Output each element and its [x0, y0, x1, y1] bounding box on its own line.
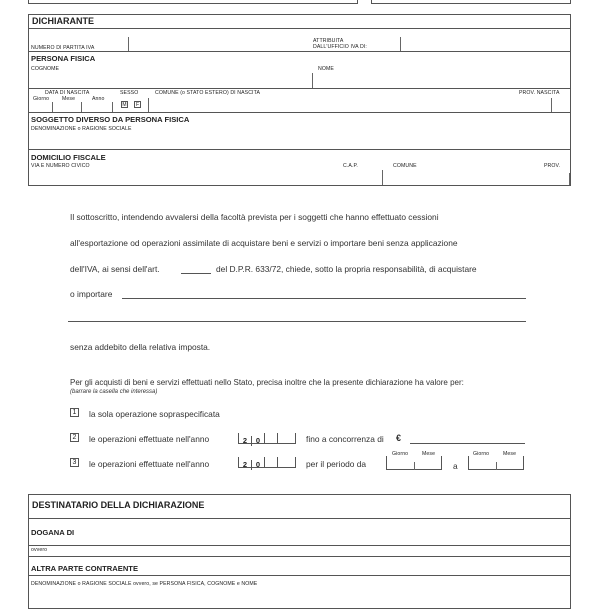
option-2-year-field[interactable]	[238, 433, 296, 444]
sesso-f-checkbox[interactable]: F	[135, 102, 140, 108]
comune-nascita-label: COMUNE (o STATO ESTERO) DI NASCITA	[155, 90, 261, 96]
to-mese-label: Mese	[503, 451, 517, 457]
attribuita-label-2: DALL'UFFICIO IVA DI:	[313, 44, 367, 50]
prov-nascita-field[interactable]	[552, 97, 569, 112]
giorno-label: Giorno	[33, 96, 50, 102]
option-3-checkbox[interactable]: 3	[70, 458, 79, 467]
via-field[interactable]	[31, 169, 331, 185]
ovvero-label: ovvero	[31, 547, 48, 553]
divider	[382, 170, 383, 185]
sesso-m-checkbox[interactable]: M	[122, 102, 127, 108]
sesso-label: SESSO	[120, 90, 139, 96]
body-line-4: o importare	[70, 289, 113, 299]
prov-nascita-label: PROV. NASCITA	[519, 90, 560, 96]
top-right-box-remnant	[371, 0, 571, 4]
attribuita-label: ATTRIBUITA	[313, 38, 344, 44]
dogana-label: DOGANA DI	[31, 528, 75, 537]
body-line-1: Il sottoscritto, intendendo avvalersi della facoltà prevista per i soggetti che hanno effettuato cessioni	[70, 212, 439, 222]
comune-nascita-field[interactable]	[150, 97, 550, 112]
divider	[28, 28, 571, 29]
nome-label: NOME	[318, 66, 334, 72]
mese-label: Mese	[62, 96, 76, 102]
cap-label: C.A.P.	[343, 163, 358, 169]
oggetto-field-line-2[interactable]	[68, 321, 526, 322]
comune-field[interactable]	[384, 169, 567, 185]
denominazione-label: DENOMINAZIONE o RAGIONE SOCIALE	[31, 126, 132, 132]
comune-label: COMUNE	[393, 163, 417, 169]
cognome-label: COGNOME	[31, 66, 60, 72]
option-3-period-text: per il periodo da	[306, 459, 367, 469]
data-nascita-field[interactable]	[31, 100, 111, 112]
option-2-checkbox[interactable]: 2	[70, 433, 79, 442]
denominazione-destinatario-label: DENOMINAZIONE o RAGIONE SOCIALE ovvero, se PERSONA FISICA, COGNOME e NOME	[31, 581, 258, 587]
ufficio-iva-field[interactable]	[401, 37, 569, 51]
divider	[28, 545, 571, 546]
denominazione-field[interactable]	[31, 132, 569, 149]
barrare-note: (barrare la casella che interessa)	[70, 389, 158, 395]
partita-iva-field[interactable]	[129, 37, 284, 51]
destinatario-title: DESTINATARIO DELLA DICHIARAZIONE	[32, 500, 205, 510]
divider	[112, 102, 113, 112]
euro-icon: €	[396, 433, 402, 443]
divider	[28, 518, 571, 519]
per-gli-acquisti: Per gli acquisti di beni e servizi effettuati nello Stato, precisa inoltre che la presente dichiarazione ha valore per:	[70, 378, 464, 387]
option-3-year-digit-2: 0	[251, 460, 264, 470]
divider	[28, 88, 571, 89]
option-1-text: la sola operazione sopraspecificata	[89, 409, 220, 419]
cap-field[interactable]	[335, 169, 381, 185]
dichiarante-title: DICHIARANTE	[32, 16, 94, 26]
divider	[148, 98, 149, 112]
body-line-3b: del D.P.R. 633/72, chiede, sotto la propria responsabilità, di acquistare	[216, 264, 477, 274]
option-3-year-field[interactable]	[238, 457, 296, 468]
partita-iva-label: NUMERO DI PARTITA IVA	[31, 45, 95, 51]
from-mese-label: Mese	[422, 451, 436, 457]
anno-label: Anno	[92, 96, 105, 102]
option-3-year-digit-1: 2	[242, 460, 248, 469]
option-2-year-digit-2: 0	[251, 436, 264, 446]
divider	[28, 575, 571, 576]
option-2-limit-text: fino a concorrenza di	[306, 434, 384, 444]
nome-field[interactable]	[313, 72, 569, 88]
from-giorno-label: Giorno	[392, 451, 409, 457]
divider	[569, 173, 570, 185]
option-3-a-text: a	[453, 461, 458, 471]
divider	[496, 462, 497, 470]
option-2-text: le operazioni effettuate nell'anno	[89, 434, 210, 444]
body-line-2: all'esportazione od operazioni assimilate di acquistare beni e servizi o importare beni senza applicazione	[70, 238, 458, 248]
divider	[28, 149, 571, 150]
denominazione-destinatario-field[interactable]	[31, 588, 569, 600]
cognome-field[interactable]	[31, 72, 311, 88]
body-line-3a: dell'IVA, ai sensi dell'art.	[70, 264, 160, 274]
divider	[28, 51, 571, 52]
altra-parte-label: ALTRA PARTE CONTRAENTE	[31, 564, 139, 573]
option-3-text: le operazioni effettuate nell'anno	[89, 459, 210, 469]
domicilio-title: DOMICILIO FISCALE	[31, 153, 106, 162]
data-nascita-label: DATA DI NASCITA	[45, 90, 90, 96]
prov-label: PROV.	[544, 163, 561, 169]
soggetto-title: SOGGETTO DIVERSO DA PERSONA FISICA	[31, 115, 190, 124]
option-2-amount-field[interactable]	[410, 443, 525, 444]
option-2-year-digit-1: 2	[242, 436, 248, 445]
dogana-field[interactable]	[31, 536, 569, 544]
option-1-checkbox[interactable]: 1	[70, 408, 79, 417]
divider	[414, 462, 415, 470]
articolo-field[interactable]	[181, 273, 211, 274]
persona-fisica-title: PERSONA FISICA	[31, 54, 96, 63]
to-giorno-label: Giorno	[473, 451, 490, 457]
oggetto-field[interactable]	[122, 298, 526, 299]
top-left-box-remnant	[28, 0, 358, 4]
via-label: VIA E NUMERO CIVICO	[31, 163, 90, 169]
divider	[28, 556, 571, 557]
divider	[28, 112, 571, 113]
body-line-5: senza addebito della relativa imposta.	[70, 342, 211, 352]
